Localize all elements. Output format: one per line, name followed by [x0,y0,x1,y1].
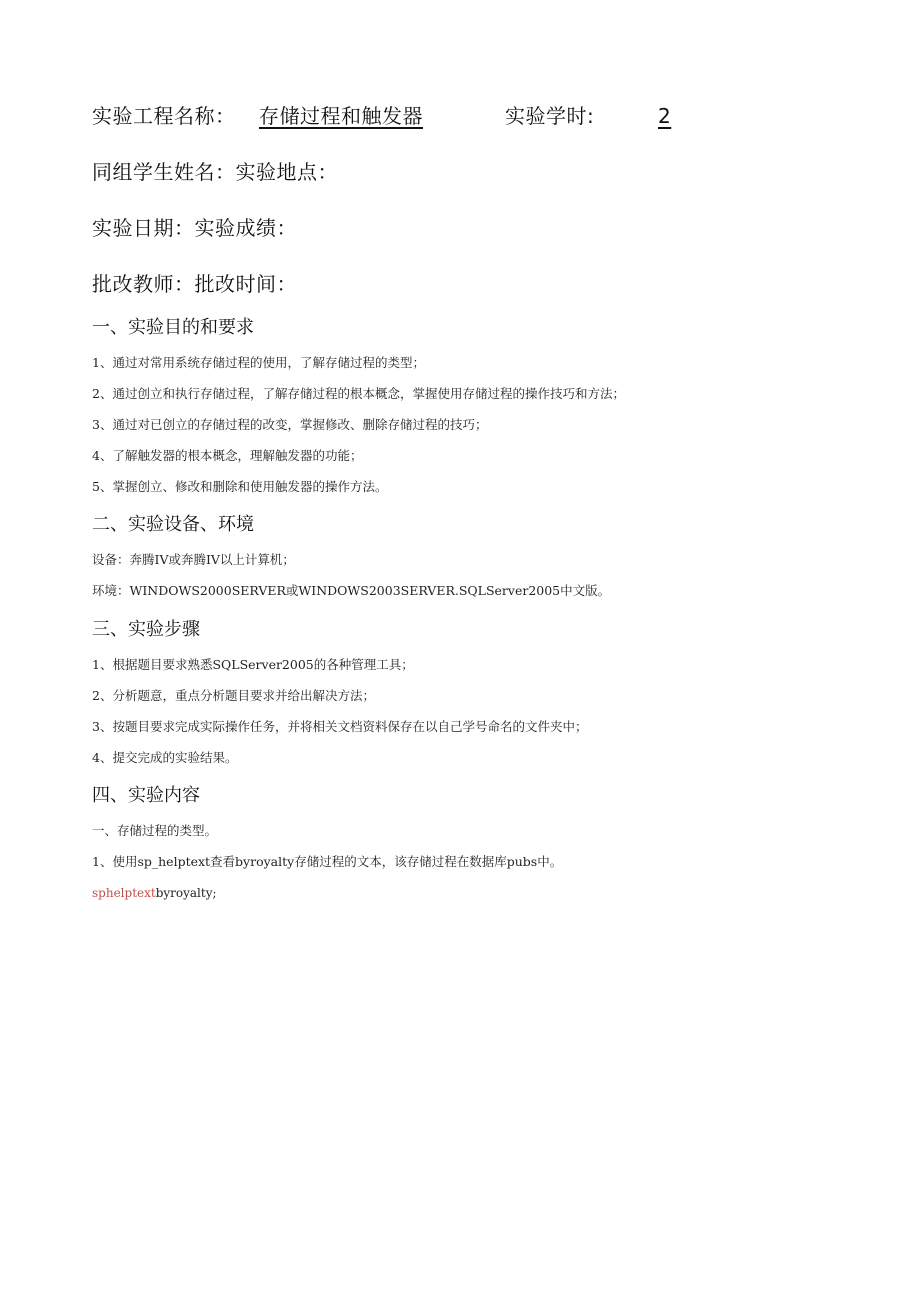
hours-label: 实验学时: [505,104,595,128]
list-item: 1、根据题目要求熟悉SQLServer2005的各种管理工具； [92,657,414,672]
list-item: 4、了解触发器的根本概念，理解触发器的功能； [92,448,363,463]
list-item: 3、按题目要求完成实际操作任务，并将相关文档资料保存在以自己学号命名的文件夹中； [92,719,588,734]
project-value: 存储过程和触发器 [259,104,423,128]
date-score-row: 实验日期：实验成绩： [92,216,297,240]
project-label: 实验工程名称： [92,104,236,128]
code-keyword: sphelptext [92,886,156,900]
project-row [92,102,712,130]
list-item: 一、存储过程的类型。 [92,823,218,838]
section-title: 三、实验步骤 [92,619,200,640]
list-item: 环境：WINDOWS2000SERVER或WINDOWS2003SERVER.SQLServer2005中文版。 [92,583,611,598]
list-item: 4、提交完成的实验结果。 [92,750,238,765]
list-item: 1、使用sp_helptext查看byroyalty存储过程的文本，该存储过程在数据库pubs中。 [92,854,563,869]
code-argument: byroyalty; [155,886,217,900]
section-title: 二、实验设备、环境 [92,514,254,535]
list-item: 2、分析题意，重点分析题目要求并给出解决方法； [92,688,375,703]
teacher-time-row: 批改教师：批改时间： [92,272,297,296]
list-item: 设备：奔腾IV或奔腾IV以上计算机； [92,552,295,567]
section-title: 一、实验目的和要求 [92,317,254,338]
list-item: 2、通过创立和执行存储过程，了解存储过程的根本概念，掌握使用存储过程的操作技巧和方法； [92,386,625,401]
list-item: 3、通过对已创立的存储过程的改变，掌握修改、删除存储过程的技巧； [92,417,488,432]
code-line [92,884,217,902]
hours-value: 2 [658,104,672,128]
list-item: 1、通过对常用系统存储过程的使用，了解存储过程的类型； [92,355,425,370]
list-item: 5、掌握创立、修改和删除和使用触发器的操作方法。 [92,479,388,494]
group-location-row: 同组学生姓名：实验地点： [92,160,338,184]
section-title: 四、实验内容 [92,785,200,806]
